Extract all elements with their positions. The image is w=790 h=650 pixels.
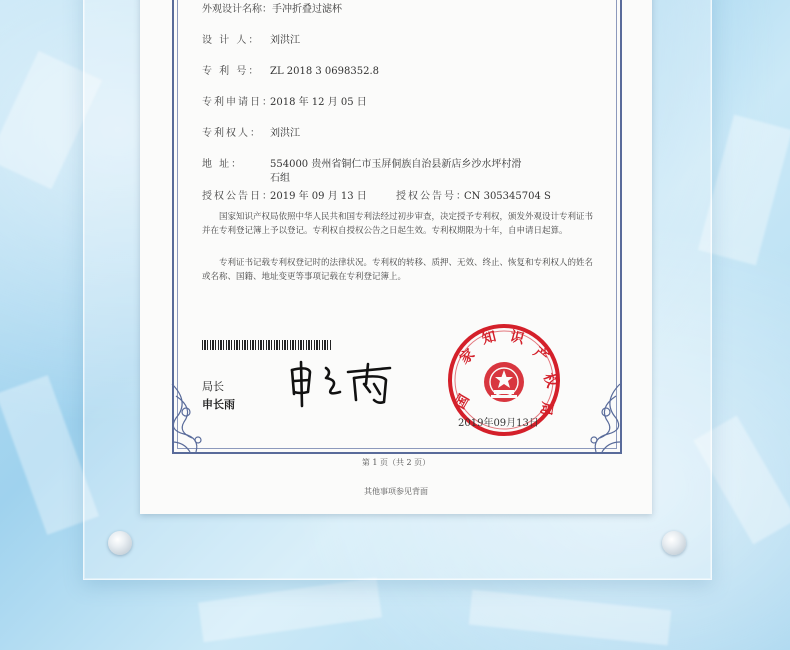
signature-title: 局长 [202, 380, 224, 393]
filing-date-value: 2018 年 12 月 05 日 [270, 97, 367, 108]
address-value-line2: 石组 [270, 173, 290, 184]
design-name-label: 外观设计名称： [202, 4, 272, 15]
address-label: 地 址： [202, 159, 244, 170]
handwritten-signature [286, 358, 406, 410]
patent-number-value: ZL 2018 3 0698352.8 [270, 66, 380, 77]
grant-date-row [202, 187, 367, 202]
patent-number-row [202, 62, 379, 77]
grant-number-label: 授权公告号： [396, 191, 468, 202]
patentee-label: 专利权人： [202, 128, 262, 139]
grant-statement-paragraph: 国家知识产权局依照中华人民共和国专利法经过初步审查，决定授予专利权，颁发外观设计专利证书并在专利登记簿上予以登记。专利权自授权公告之日起生效。专利权期限为十年，自申请日起算。 [202, 212, 594, 236]
grant-number-row [396, 187, 551, 202]
mounting-screw-left [108, 531, 132, 555]
page-number: 第 1 页（共 2 页） [361, 458, 431, 467]
patentee-row [202, 124, 300, 139]
address-row [202, 155, 521, 170]
barcode [202, 340, 332, 350]
grant-date-label: 授权公告日： [202, 191, 274, 202]
seal-char: 权 [539, 371, 560, 390]
seal-date: 2019年09月13日 [458, 418, 539, 429]
grant-number-value: CN 305345704 S [464, 191, 551, 202]
ice-texture [198, 578, 382, 643]
patentee-value: 刘洪江 [270, 128, 300, 139]
design-name-value: 手冲折叠过滤杯 [272, 4, 342, 15]
patent-number-label: 专 利 号： [202, 66, 261, 77]
designer-label: 设 计 人： [202, 35, 261, 46]
back-side-note: 其他事项参见背面 [364, 487, 428, 496]
filing-date-label: 专利申请日： [202, 97, 274, 108]
grant-date-value: 2019 年 09 月 13 日 [270, 191, 367, 202]
seal-char: 局 [536, 400, 556, 417]
filing-date-row [202, 93, 367, 108]
seal-char: 产 [530, 344, 552, 366]
mounting-screw-right [662, 531, 686, 555]
certificate-paper [140, 0, 652, 514]
address-line2-row [270, 169, 290, 184]
signature-printed-name: 申长雨 [202, 398, 235, 411]
corner-ornament-right [578, 382, 622, 454]
ice-texture [469, 590, 672, 646]
seal-char: 国 [452, 391, 473, 413]
seal-char: 知 [480, 328, 498, 348]
seal-char: 识 [508, 328, 526, 348]
designer-value: 刘洪江 [270, 35, 300, 46]
design-name-row [202, 0, 342, 15]
designer-row [202, 31, 300, 46]
address-value-line1: 554000 贵州省铜仁市玉屏侗族自治县新店乡沙水坪村滑 [270, 159, 522, 170]
national-emblem-icon [484, 362, 524, 402]
legal-status-paragraph: 专利证书记载专利权登记时的法律状况。专利权的转移、质押、无效、终止、恢复和专利权人的姓名或名称、国籍、地址变更等事项记载在专利登记簿上。 [202, 258, 594, 282]
seal-char: 家 [456, 346, 478, 368]
